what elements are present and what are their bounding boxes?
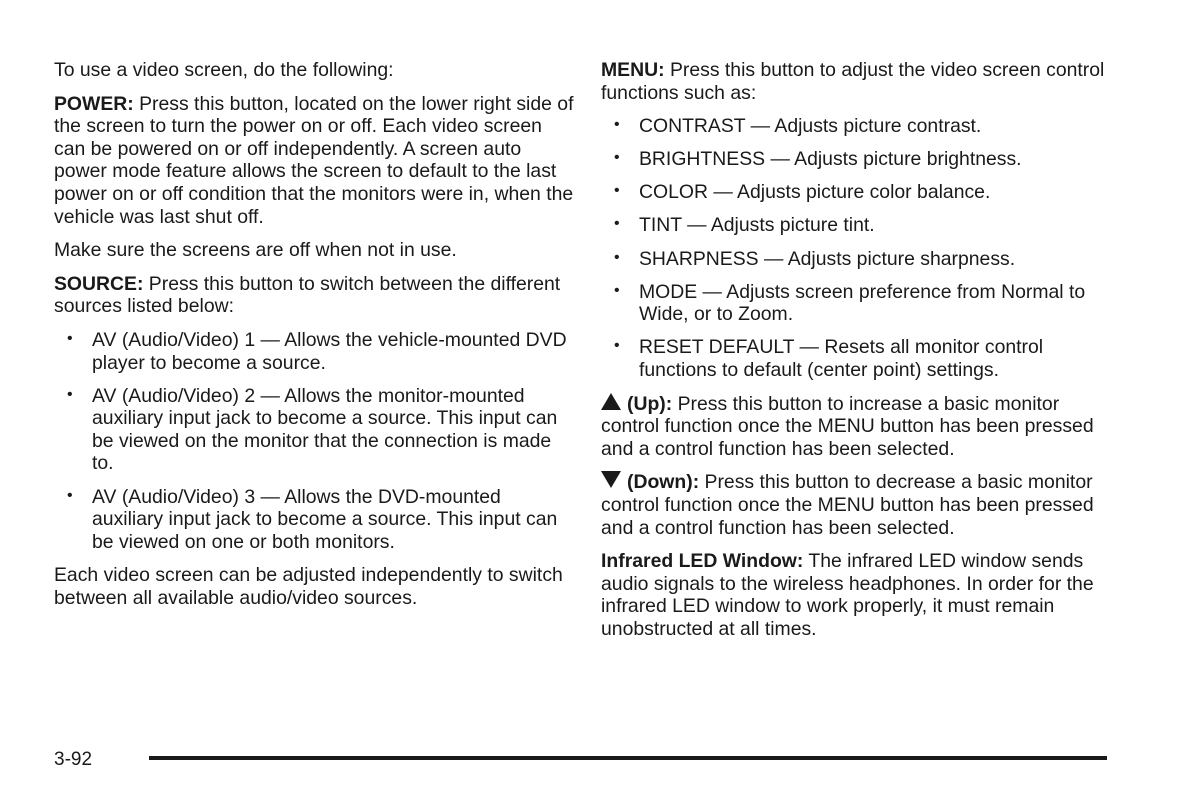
bullet-icon: • [614, 149, 620, 167]
menu-function-list [601, 115, 1121, 381]
menu-label: MENU: [601, 59, 665, 81]
bullet-icon: • [614, 215, 620, 233]
up-text: Press this button to increase a basic monitor control function once the MENU button has been pressed and a control function has been selected. [601, 392, 1094, 460]
source-paragraph [54, 273, 574, 318]
bullet-icon: • [614, 337, 620, 355]
up-label: (Up): [627, 392, 673, 415]
down-arrow-icon [601, 471, 621, 488]
source-label: SOURCE: [54, 272, 144, 295]
bullet-icon: • [67, 385, 73, 403]
list-item: • COLOR — Adjusts picture color balance. [614, 181, 991, 204]
infrared-text: The infrared LED window sends audio signals to the wireless headphones. In order for the infrared LED window to work properly, it must remain unobstructed at all times. [601, 550, 1094, 640]
bullet-icon: • [614, 116, 620, 134]
infrared-label: Infrared LED Window: [601, 550, 804, 573]
bullet-icon: • [614, 281, 620, 299]
bullet-icon: • [67, 329, 73, 347]
footer-rule [149, 756, 1107, 760]
infrared-paragraph [601, 550, 1121, 640]
up-arrow-icon [601, 393, 621, 410]
bullet-icon: • [614, 182, 620, 200]
down-label: (Down): [627, 471, 700, 494]
list-item: • AV (Audio/Video) 3 — Allows the DVD-mounted auxiliary input jack to become a source. This input can be viewed on one or both monitors. [67, 485, 558, 553]
left-column [54, 59, 574, 620]
list-item: • CONTRAST — Adjusts picture contrast. [614, 115, 982, 138]
menu-text: Press this button to adjust the video screen control functions such as: [601, 59, 1105, 104]
list-item: • AV (Audio/Video) 1 — Allows the vehicle-mounted DVD player to become a source. [67, 328, 567, 374]
list-item: • BRIGHTNESS — Adjusts picture brightness. [614, 148, 1022, 171]
list-item: • RESET DEFAULT — Resets all monitor control functions to default (center point) settings. [614, 336, 1044, 381]
source-text: Press this button to switch between the different sources listed below: [54, 272, 561, 318]
bullet-icon: • [67, 486, 73, 504]
down-paragraph [601, 471, 1121, 539]
intro-text: To use a video screen, do the following: [54, 59, 394, 81]
source-list [54, 329, 574, 553]
list-item: • AV (Audio/Video) 2 — Allows the monitor-mounted auxiliary input jack to become a source. This input can be viewed on the monitor that the connection is made to. [67, 384, 558, 475]
list-item: • SHARPNESS — Adjusts picture sharpness. [614, 247, 1016, 270]
list-item: • MODE — Adjusts screen preference from Normal to Wide, or to Zoom. [614, 280, 1086, 326]
up-paragraph [601, 393, 1121, 461]
power-label: POWER: [54, 92, 134, 115]
down-text: Press this button to decrease a basic monitor control function once the MENU button has been pressed and a control function has been selected. [601, 471, 1094, 539]
menu-paragraph [601, 59, 1121, 104]
power-text: Press this button, located on the lower right side of the screen to turn the power on or off. Each video screen can be powered on or off independently. A screen auto power mode feature allows the screen to default to the last power on or off condition that the monitors were in, when the vehicle was last shut off. [54, 92, 574, 228]
bullet-icon: • [614, 248, 620, 266]
power-paragraph [54, 93, 574, 229]
right-column [601, 59, 1121, 651]
list-item: • TINT — Adjusts picture tint. [614, 214, 875, 237]
closing-text: Each video screen can be adjusted independently to switch between all available audio/video sources. [54, 564, 563, 609]
make-sure-text: Make sure the screens are off when not in use. [54, 239, 457, 262]
page-number: 3-92 [54, 749, 93, 770]
